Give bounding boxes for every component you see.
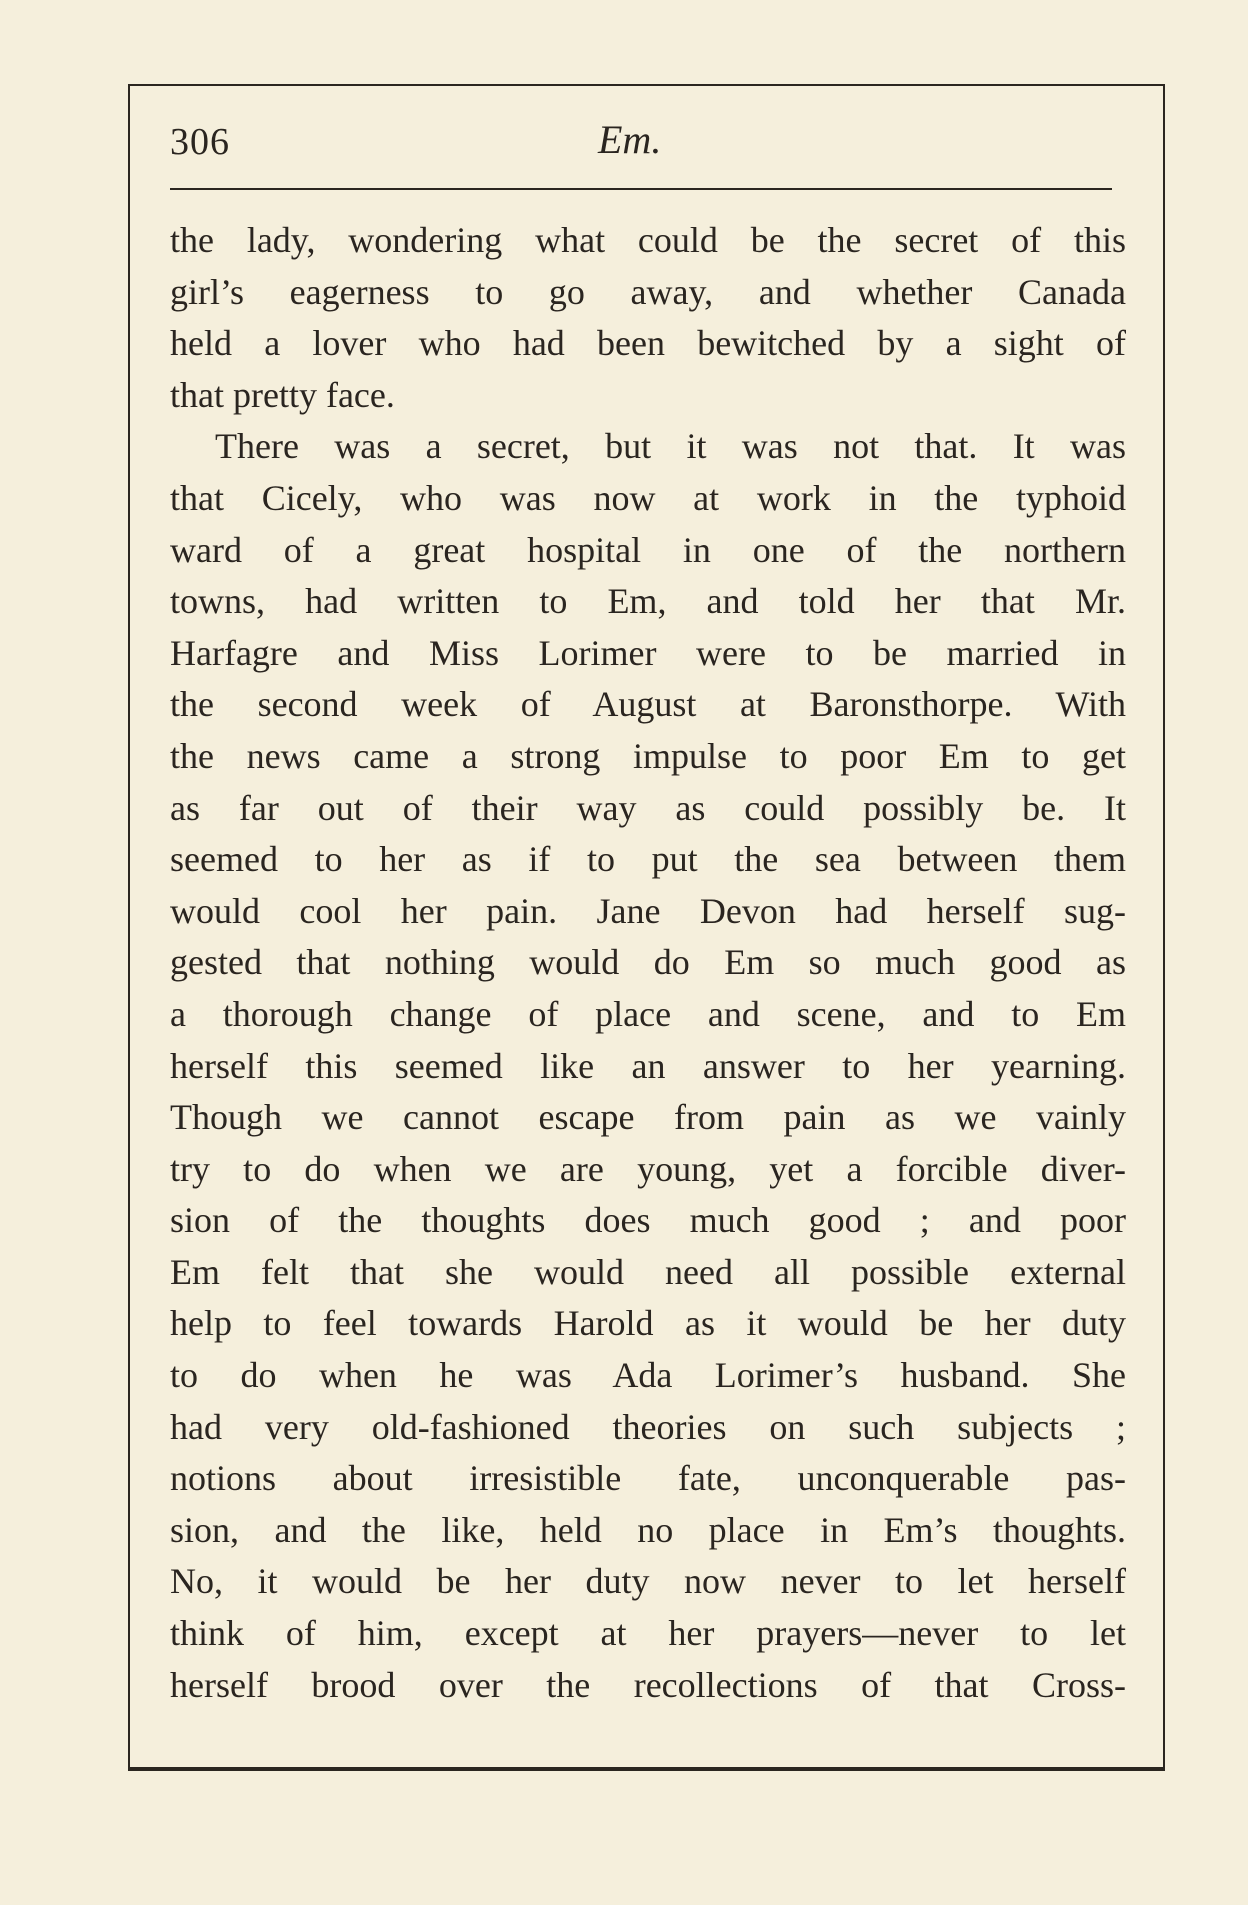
text-line: Though we cannot escape from pain as we vainly [170,1097,1126,1138]
text-line: ward of a great hospital in one of the northern [170,529,1126,570]
text-line: No, it would be her duty now never to let herself [170,1561,1126,1602]
text-line: sion, and the like, held no place in Em’s thoughts. [170,1509,1126,1550]
running-head [170,112,1112,172]
body-text [170,215,1126,1711]
text-line: Em felt that she would need all possible external [170,1251,1126,1292]
text-line: had very old-fashioned theories on such subjects ; [170,1406,1126,1447]
text-line: would cool her pain. Jane Devon had herself sug- [170,890,1126,931]
text-line: There was a secret, but it was not that. It was [215,426,1126,467]
header-rule [170,188,1112,190]
running-title: Em. [598,117,662,162]
text-line: Harfagre and Miss Lorimer were to be married in [170,632,1126,673]
text-line: the lady, wondering what could be the secret of this [170,220,1126,260]
text-line: that Cicely, who was now at work in the typhoid [170,477,1126,518]
bottom-rule [128,1769,1165,1771]
text-line: try to do when we are young, yet a forcible diver- [170,1148,1126,1189]
text-line: a thorough change of place and scene, and to Em [170,993,1126,1034]
text-line: towns, had written to Em, and told her that Mr. [170,581,1126,622]
text-line: the second week of August at Baronsthorpe. With [170,684,1126,725]
text-line: think of him, except at her prayers—never to let [170,1613,1126,1654]
text-line: gested that nothing would do Em so much good as [170,942,1126,983]
text-line: help to feel towards Harold as it would be her duty [170,1303,1126,1344]
text-line: girl’s eagerness to go away, and whether Canada [170,271,1126,312]
text-line: herself this seemed like an answer to her yearning. [170,1045,1126,1086]
text-line: notions about irresistible fate, unconquerable pas- [170,1458,1126,1499]
text-line: seemed to her as if to put the sea between them [170,839,1126,880]
text-line: the news came a strong impulse to poor Em to get [170,735,1126,776]
text-line: that pretty face. [170,374,395,415]
text-line: to do when he was Ada Lorimer’s husband. She [170,1355,1126,1396]
page-number: 306 [170,121,230,163]
text-line: sion of the thoughts does much good ; and poor [170,1200,1126,1241]
text-line: held a lover who had been bewitched by a sight of [170,323,1126,364]
text-line: herself brood over the recollections of that Cross- [170,1664,1126,1705]
text-line: as far out of their way as could possibly be. It [170,787,1126,828]
